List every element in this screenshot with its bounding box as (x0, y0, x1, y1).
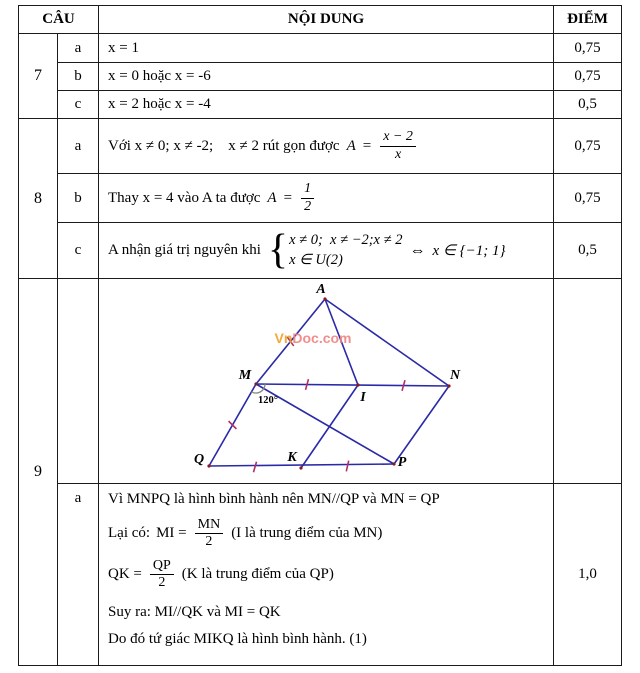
fraction (380, 129, 416, 162)
part-label: c (58, 91, 99, 119)
conclusion-set: x ∈ {−1; 1} (432, 243, 506, 259)
fraction (301, 181, 314, 214)
score-value: 0,5 (554, 223, 622, 279)
proof-text: (I là trung điểm của MN) (231, 525, 383, 542)
question-8-number: 8 (19, 119, 58, 279)
equivalence-arrow: ⇔ (409, 241, 426, 259)
score-value: 0,75 (554, 34, 622, 63)
system-line: x ∈ U(2) (289, 251, 343, 268)
fraction-numerator: QP (150, 558, 174, 575)
proof-text: Lại có: (108, 525, 151, 542)
score-value: 0,5 (554, 91, 622, 119)
proof-line: Vì MNPQ là hình bình hành nên MN//QP và MN = QP (108, 491, 440, 507)
proof-line (108, 558, 544, 591)
fraction-denominator: x (394, 146, 402, 162)
part-label: b (58, 174, 99, 223)
answer-text: Với x ≠ 0; x ≠ -2; x ≠ 2 rút gọn được (108, 137, 340, 154)
score-empty (554, 279, 622, 484)
answer-formula-cell (99, 174, 554, 223)
score-value: 0,75 (554, 119, 622, 174)
proof-cell (99, 484, 554, 666)
fraction (195, 517, 224, 550)
svg-text:P: P (397, 455, 407, 470)
table-row (19, 484, 622, 666)
fraction-denominator: 2 (158, 575, 166, 591)
fraction-numerator: 1 (301, 181, 314, 198)
svg-text:N: N (449, 368, 461, 383)
equals-sign: = (362, 137, 372, 154)
system-line: x ≠ 0; x ≠ −2;x ≠ 2 (289, 231, 403, 248)
fraction-numerator: MN (195, 517, 224, 534)
math-lhs: QK = (108, 566, 142, 583)
svg-text:VnDoc.com: VnDoc.com (274, 330, 352, 346)
answer-text: x = 2 hoặc x = -4 (99, 91, 554, 119)
geometry-figure (99, 279, 554, 484)
answer-text: A nhận giá trị nguyên khi (108, 242, 261, 258)
system-brace: { (267, 226, 289, 273)
question-9-number: 9 (19, 279, 58, 666)
table-row (19, 63, 622, 91)
proof-text: (K là trung điểm của QP) (181, 566, 334, 583)
fraction-denominator: 2 (304, 198, 312, 214)
figure-cell (99, 279, 554, 484)
table-row (19, 34, 622, 63)
answer-text: Thay x = 4 vào A ta được (108, 189, 261, 206)
fraction-numerator: x − 2 (380, 129, 416, 146)
part-label: b (58, 63, 99, 91)
answer-formula-cell (99, 223, 554, 279)
answer-text: x = 1 (99, 34, 554, 63)
table-header-row (19, 6, 622, 34)
part-label: a (58, 119, 99, 174)
proof-line: Suy ra: MI//QK và MI = QK (108, 604, 281, 621)
header-diem: ĐIỂM (554, 6, 622, 34)
table-row (19, 223, 622, 279)
answer-table (18, 5, 622, 666)
svg-text:120°: 120° (258, 395, 278, 406)
table-row (19, 91, 622, 119)
score-value: 0,75 (554, 63, 622, 91)
svg-text:Q: Q (193, 452, 205, 467)
svg-text:I: I (360, 390, 366, 405)
part-label: a (58, 34, 99, 63)
score-value: 0,75 (554, 174, 622, 223)
math-lhs: MI = (156, 525, 187, 542)
proof-line: Do đó tứ giác MIKQ là hình bình hành. (1) (108, 631, 367, 648)
svg-text:A: A (316, 282, 326, 297)
math-variable: A (346, 137, 356, 154)
answer-formula-cell (99, 119, 554, 174)
math-variable: A (267, 189, 277, 206)
fraction-denominator: 2 (205, 534, 213, 550)
part-label: a (58, 484, 99, 666)
table-row (19, 119, 622, 174)
fraction (150, 558, 174, 591)
question-7-number: 7 (19, 34, 58, 119)
part-label-empty (58, 279, 99, 484)
header-noi-dung: NỘI DUNG (99, 6, 554, 34)
score-value: 1,0 (554, 484, 622, 666)
system-lines (288, 231, 402, 270)
equals-sign: = (283, 189, 293, 206)
proof-line (108, 517, 544, 550)
answer-text: x = 0 hoặc x = -6 (99, 63, 554, 91)
table-row (19, 279, 622, 484)
svg-text:K: K (287, 450, 297, 465)
header-cau: CÂU (19, 6, 99, 34)
table-row (19, 174, 622, 223)
svg-text:M: M (238, 368, 252, 383)
equation-system (267, 226, 403, 273)
part-label: c (58, 223, 99, 279)
